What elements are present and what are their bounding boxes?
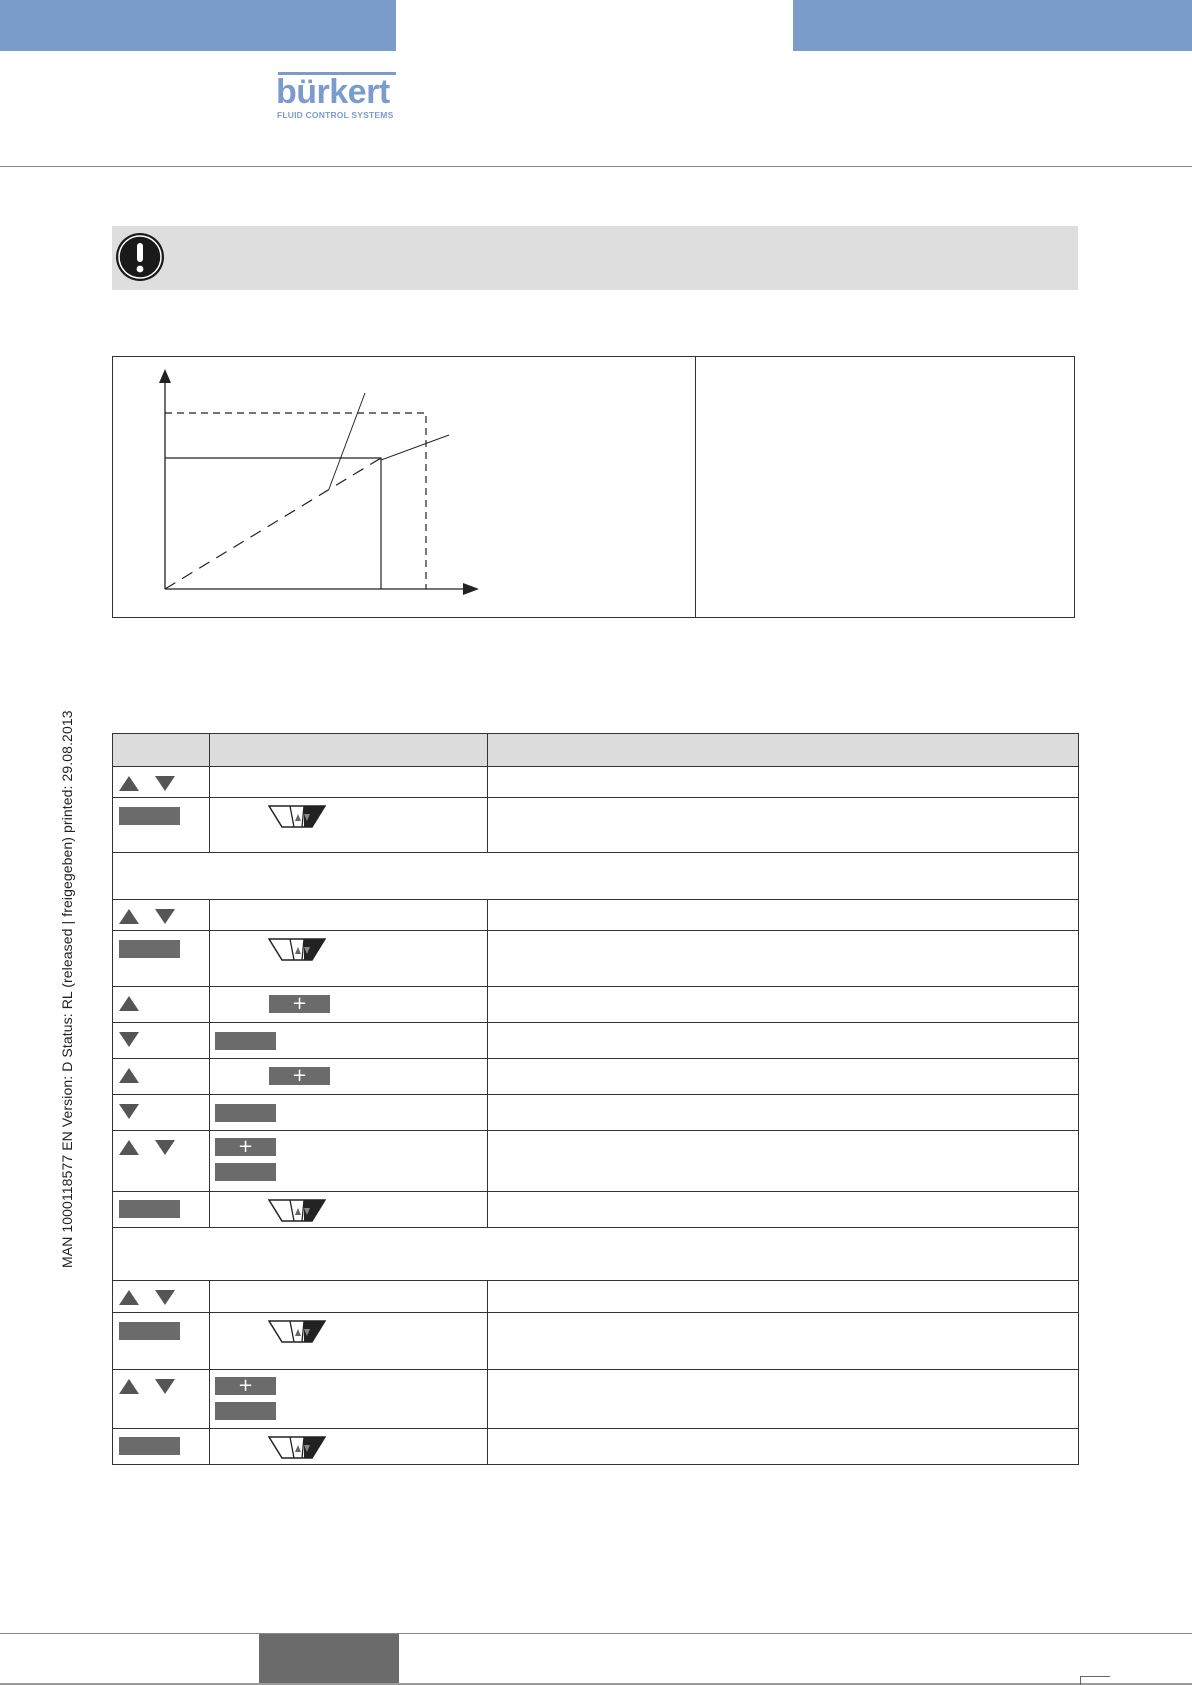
footer-corner-mark bbox=[1080, 1676, 1110, 1685]
description-cell bbox=[488, 1095, 1079, 1131]
arrow-up-icon bbox=[119, 1068, 139, 1083]
arrow-down-icon bbox=[119, 1104, 139, 1119]
key-cell bbox=[113, 900, 210, 931]
description-cell bbox=[488, 1313, 1079, 1370]
action-cell bbox=[210, 931, 488, 987]
table-row bbox=[113, 1023, 1079, 1059]
arrow-up-icon bbox=[119, 996, 139, 1011]
description-cell bbox=[488, 1059, 1079, 1095]
plus-key-icon: + bbox=[269, 1067, 330, 1085]
y-axis-arrow bbox=[159, 369, 171, 383]
key-cell bbox=[113, 1429, 210, 1465]
table-row bbox=[113, 987, 1079, 1023]
key-icon bbox=[215, 1163, 276, 1181]
document-version-note: MAN 1000118577 EN Version: D Status: RL (released | freigegeben) printed: 29.08.2013 bbox=[59, 710, 75, 1268]
arrow-down-icon bbox=[155, 1290, 175, 1305]
footer-divider bbox=[0, 1633, 1192, 1634]
arrow-up-icon bbox=[119, 1140, 139, 1155]
description-cell bbox=[488, 1023, 1079, 1059]
description-cell bbox=[488, 900, 1079, 931]
action-cell bbox=[210, 1429, 488, 1465]
diagram-column-divider bbox=[695, 357, 696, 617]
key-cell bbox=[113, 1313, 210, 1370]
exclamation-circle-icon bbox=[114, 231, 166, 283]
table-row bbox=[113, 900, 1079, 931]
key-icon bbox=[215, 1104, 276, 1122]
table-row bbox=[113, 1429, 1079, 1465]
description-cell bbox=[488, 798, 1079, 853]
table-header-row bbox=[113, 734, 1079, 767]
action-cell bbox=[210, 1370, 488, 1429]
plus-key-icon: + bbox=[269, 995, 330, 1013]
description-cell bbox=[488, 1281, 1079, 1313]
action-cell bbox=[210, 1059, 488, 1095]
action-cell bbox=[210, 1095, 488, 1131]
table-section-row bbox=[113, 853, 1079, 900]
key-cell bbox=[113, 1131, 210, 1192]
header-cell-key bbox=[113, 734, 210, 767]
action-cell bbox=[210, 1192, 488, 1228]
navigation-wheel-icon bbox=[268, 1318, 326, 1344]
section-cell bbox=[113, 1228, 1079, 1281]
navigation-wheel-icon bbox=[268, 1434, 326, 1460]
arrow-down-icon bbox=[155, 1379, 175, 1394]
arrow-down-icon bbox=[155, 1140, 175, 1155]
action-cell bbox=[210, 1313, 488, 1370]
key-cell bbox=[113, 1023, 210, 1059]
action-cell bbox=[210, 987, 488, 1023]
description-cell bbox=[488, 1131, 1079, 1192]
header-bar-left bbox=[0, 0, 396, 51]
key-icon bbox=[119, 1322, 180, 1340]
arrow-up-icon bbox=[119, 1290, 139, 1305]
key-cell bbox=[113, 1281, 210, 1313]
plus-key-icon: + bbox=[215, 1138, 276, 1156]
table-row bbox=[113, 1059, 1079, 1095]
action-cell bbox=[210, 1131, 488, 1192]
action-cell bbox=[210, 798, 488, 853]
action-cell bbox=[210, 1281, 488, 1313]
warning-note bbox=[112, 226, 1078, 290]
table-row bbox=[113, 1192, 1079, 1228]
action-cell bbox=[210, 1023, 488, 1059]
x-axis-arrow bbox=[463, 583, 479, 595]
description-cell bbox=[488, 987, 1079, 1023]
arrow-up-icon bbox=[119, 776, 139, 791]
description-cell bbox=[488, 931, 1079, 987]
key-icon bbox=[215, 1402, 276, 1420]
key-icon bbox=[215, 1032, 276, 1050]
key-icon bbox=[119, 940, 180, 958]
description-cell bbox=[488, 1370, 1079, 1429]
table-row bbox=[113, 1313, 1079, 1370]
action-cell bbox=[210, 900, 488, 931]
section-cell bbox=[113, 853, 1079, 900]
header-divider bbox=[0, 166, 1192, 167]
table-row bbox=[113, 931, 1079, 987]
brand-name: bürkert bbox=[276, 73, 390, 111]
brand-tagline: FLUID CONTROL SYSTEMS bbox=[277, 110, 394, 120]
characteristic-curve-graphic bbox=[113, 357, 695, 617]
key-cell bbox=[113, 1095, 210, 1131]
description-cell bbox=[488, 767, 1079, 798]
table-row bbox=[113, 1370, 1079, 1429]
navigation-wheel-icon bbox=[268, 1197, 326, 1223]
table-row bbox=[113, 1095, 1079, 1131]
key-cell bbox=[113, 987, 210, 1023]
key-icon bbox=[119, 807, 180, 825]
header-bar-right bbox=[793, 0, 1192, 51]
footer-page-tab bbox=[259, 1634, 399, 1685]
header-cell-action bbox=[210, 734, 488, 767]
operation-steps-table bbox=[112, 733, 1079, 1465]
navigation-wheel-icon bbox=[268, 936, 326, 962]
table-section-row bbox=[113, 1228, 1079, 1281]
key-icon bbox=[119, 1200, 180, 1218]
plus-key-icon: + bbox=[215, 1377, 276, 1395]
arrow-down-icon bbox=[155, 909, 175, 924]
table-row bbox=[113, 1281, 1079, 1313]
key-icon bbox=[119, 1437, 180, 1455]
characteristic-diagram bbox=[112, 356, 1075, 618]
table-row bbox=[113, 798, 1079, 853]
key-cell bbox=[113, 1192, 210, 1228]
arrow-up-icon bbox=[119, 909, 139, 924]
key-cell bbox=[113, 1370, 210, 1429]
description-cell bbox=[488, 1192, 1079, 1228]
arrow-down-icon bbox=[155, 776, 175, 791]
navigation-wheel-icon bbox=[268, 803, 326, 829]
table-row bbox=[113, 767, 1079, 798]
table-row bbox=[113, 1131, 1079, 1192]
description-cell bbox=[488, 1429, 1079, 1465]
key-cell bbox=[113, 767, 210, 798]
key-cell bbox=[113, 931, 210, 987]
action-cell bbox=[210, 767, 488, 798]
arrow-down-icon bbox=[119, 1032, 139, 1047]
key-cell bbox=[113, 798, 210, 853]
header-cell-description bbox=[488, 734, 1079, 767]
arrow-up-icon bbox=[119, 1379, 139, 1394]
key-cell bbox=[113, 1059, 210, 1095]
